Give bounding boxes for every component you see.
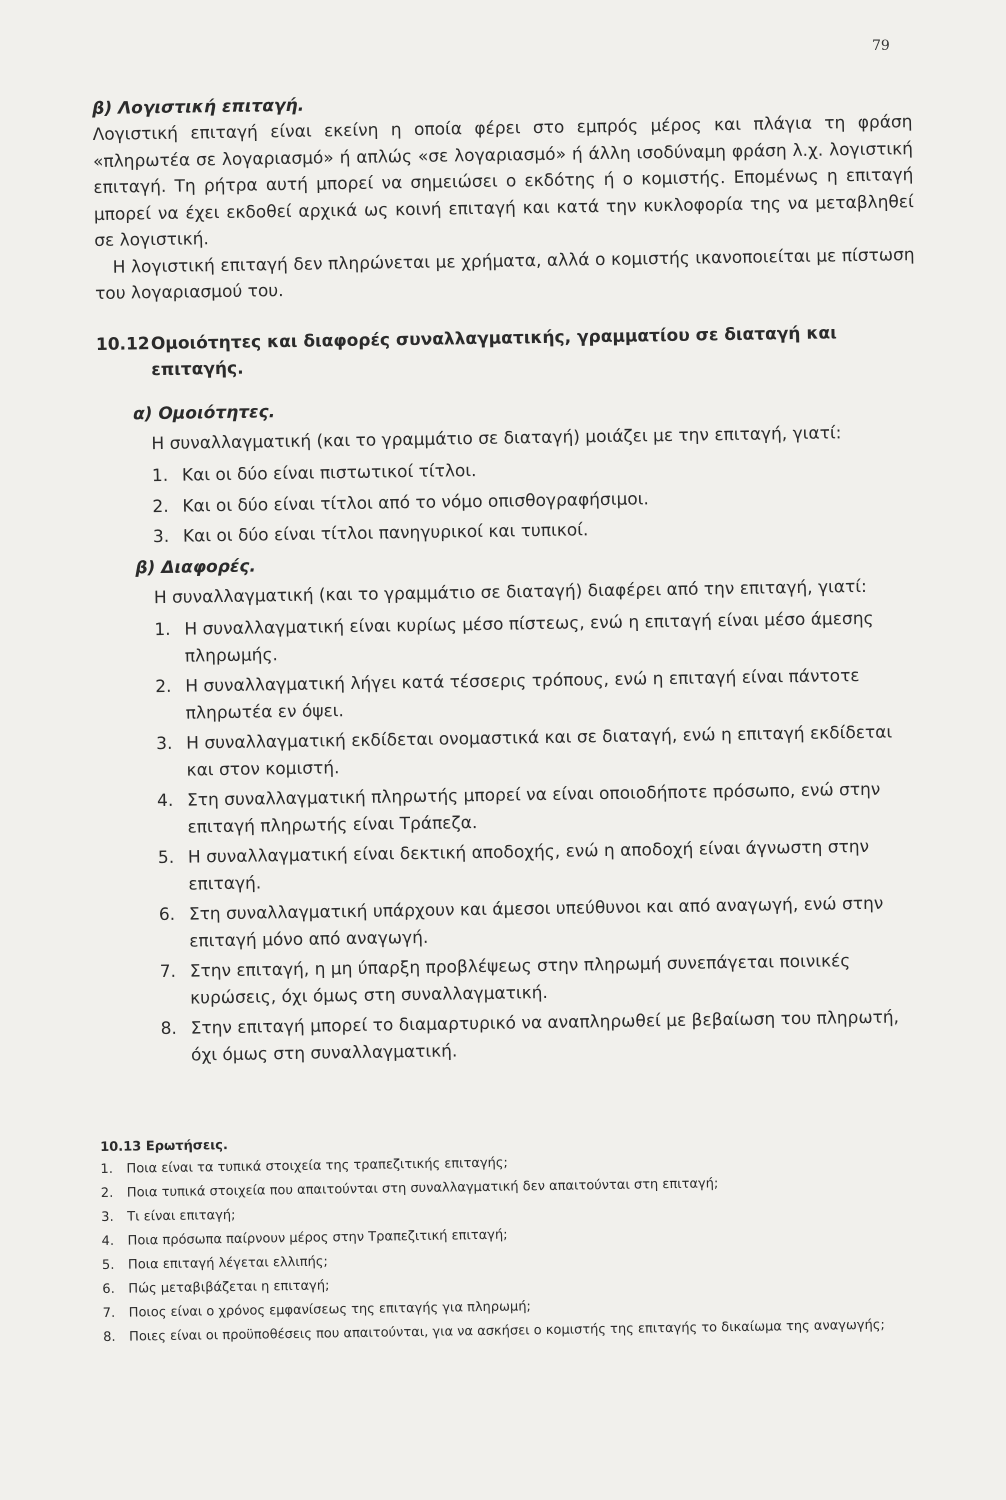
section-number: 10.12 [95,333,150,355]
item-number: 1. [154,619,171,641]
item-number: 5. [157,847,175,869]
question-number: 5. [101,1257,115,1273]
question-number: 2. [100,1185,114,1201]
item-text: Στην επιταγή μπορεί το διαμαρτυρικό να αναπληρωθεί με βεβαίωση του πληρωτή, όχι όμως στη συναλλαγματική. [190,1007,900,1066]
similarities-block [132,389,919,551]
list-item [159,890,926,955]
item-number: 3. [156,733,173,755]
item-text: Και οι δύο είναι πιστωτικοί τίτλοι. [181,461,477,486]
item-number: 1. [151,465,169,487]
item-text: Στη συναλλαγματική πληρωτής μπορεί να είναι οποιοδήποτε πρόσωπο, ενώ στην επιταγή πληρωτής είναι Τράπεζα. [186,779,881,838]
question-text: Ποιος είναι ο χρόνος εμφανίσεως της επιταγής για πληρωμή; [128,1299,532,1321]
item-text: Και οι δύο είναι τίτλοι από το νόμο οπισθογραφήσιμοι. [182,488,650,517]
item-number: 2. [152,496,169,517]
item-text: Στην επιταγή, η μη ύπαρξη προβλέψεως στην πληρωμή συνεπάγεται ποινικές κυρώσεις, όχι όμως στη συναλλαγματική. [189,951,851,1009]
list-item [156,719,923,784]
question-number: 3. [101,1209,114,1225]
main-text-body [92,83,927,1074]
question-text: Πώς μεταβιβάζεται η επιταγή; [128,1278,330,1297]
list-item [157,776,924,841]
subheading-cheque-type: β) Λογιστική επιταγή. [92,95,305,119]
item-text: Η συναλλαγματική εκδίδεται ονομαστικά και σε διαταγή, ενώ η επιταγή εκδίδεται και στον κομιστή. [186,722,893,781]
paragraph: Η λογιστική επιταγή δεν πληρώνεται με χρήματα, αλλά ο κομιστής ικανοποιείται με πίστωση του λογαριασμού του. [94,244,915,304]
question-text: Ποια πρόσωπα παίρνουν μέρος στην Τραπεζιτική επιταγή; [127,1227,508,1249]
item-text: Η συναλλαγματική είναι κυρίως μέσο πίστεως, ενώ η επιταγή είναι μέσο άμεσης πληρωμής. [184,608,874,667]
item-number: 8. [160,1018,178,1040]
question-text: Ποια είναι τα τυπικά στοιχεία της τραπεζιτικής επιταγής; [126,1155,508,1177]
question-text: Ποια επιταγή λέγεται ελλιπής; [127,1254,328,1273]
item-text: Στη συναλλαγματική υπάρχουν και άμεσοι υπεύθυνοι και από αναγωγή, ενώ στην επιταγή μόνο από αναγωγή. [188,893,884,952]
question-number: 7. [102,1305,116,1321]
subheading-similarities: α) Ομοιότητες. [132,401,276,424]
question-number: 1. [100,1161,114,1177]
item-text: Η συναλλαγματική λήγει κατά τέσσερις τρόπους, ενώ η επιταγή είναι πάντοτε πληρωτέα εν όψει. [185,666,860,724]
section-title: Ομοιότητες και διαφορές συναλλαγματικής, γραμματίου σε διαταγή και επιταγής. [150,322,837,380]
item-number: 3. [152,526,170,548]
differences-block [135,543,927,1069]
item-text: Η συναλλαγματική είναι δεκτική αποδοχής, ενώ η αποδοχή είναι άγνωστη στην επιταγή. [187,836,870,895]
question-number: 8. [103,1329,116,1345]
page-number: 79 [872,38,890,54]
question-text: Τι είναι επιταγή; [127,1207,236,1225]
section-heading [96,319,917,384]
questions-section [100,1125,923,1352]
list-item [158,833,925,898]
list-item [155,662,922,727]
paragraph: Λογιστική επιταγή είναι εκείνη η οποία φέρει στο εμπρός μέρος και πλάγια τη φράση «πληρωτέα σε λογαριασμό» ή απλώς «σε λογαριασμό» ή άλλη ισοδύναμη φράση λ.χ. λογιστική επιταγή. Τη ρήτρα αυτή μπορεί να σημειώσει ο εκδότης ή ο κομιστής. Επομένως η επιταγή μπορεί να έχει εκδοθεί αρχικά ως κοινή επιταγή και κατά την κυκλοφορία της να μεταβληθεί σε λογιστική. [92,112,914,251]
item-number: 6. [158,904,176,926]
similarities-lead: Η συναλλαγματική (και το γραμμάτιο σε διαταγή) μοιάζει με την επιταγή, γιατί: [151,422,842,454]
subheading-differences: β) Διαφορές. [135,555,257,578]
questions-heading: 10.13 Ερωτήσεις. [100,1137,229,1155]
question-number: 6. [102,1281,115,1297]
differences-lead: Η συναλλαγματική (και το γραμμάτιο σε διαταγή) διαφέρει από την επιταγή, γιατί: [153,576,867,608]
question-text: Ποιες είναι οι προϋποθέσεις που απαιτούνται, για να ασκήσει ο κομιστής της επιταγής το δικαίωμα της αναγωγής; [129,1317,885,1345]
item-number: 2. [155,676,172,698]
list-item [160,947,927,1012]
list-item [154,605,921,670]
item-text: Και οι δύο είναι τίτλοι πανηγυρικοί και τυπικοί. [182,520,589,547]
differences-list [154,605,927,1069]
question-text: Ποια τυπικά στοιχεία που απαιτούνται στη συναλλαγματική δεν απαιτούνται στη επιταγή; [126,1176,719,1201]
question-number: 4. [101,1233,115,1249]
questions-list [100,1147,923,1348]
item-number: 4. [156,790,174,812]
similarities-list [152,451,919,551]
list-item [160,1004,927,1069]
item-number: 7. [159,961,177,983]
